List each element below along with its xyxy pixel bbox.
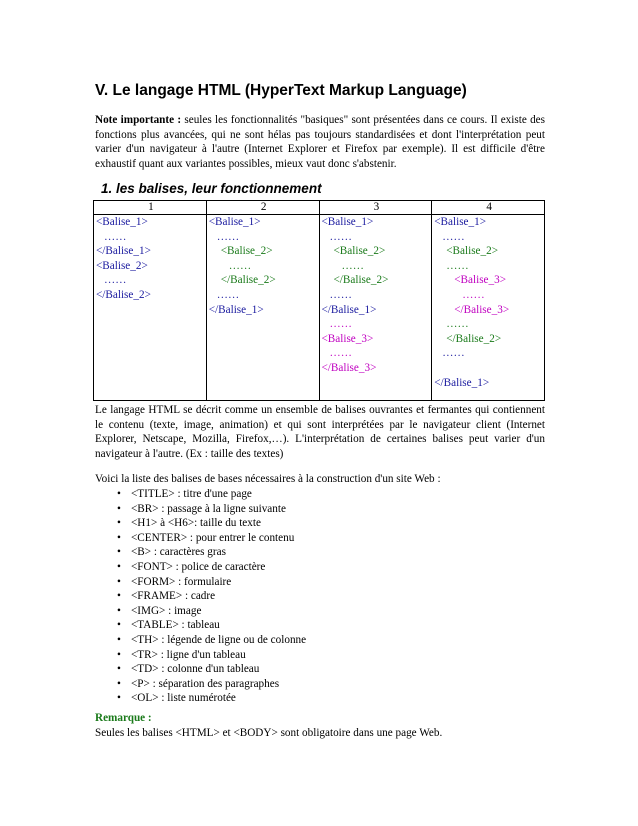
list-item-text: <P> : séparation des paragraphes xyxy=(131,677,280,690)
table-header-cell: 1 xyxy=(94,201,207,215)
tag-line: <Balise_2> xyxy=(96,259,148,272)
list-item-text: <H1> à <H6>: taille du texte xyxy=(131,517,261,530)
example-column-2 xyxy=(206,215,319,401)
tag-line: </Balise_1> xyxy=(434,376,490,389)
tag-line: …… xyxy=(216,230,240,243)
bullet-icon: • xyxy=(117,604,121,617)
tag-line: </Balise_2> xyxy=(446,332,502,345)
list-item-text: <FORM> : formulaire xyxy=(131,575,232,588)
bullet-icon: • xyxy=(117,619,121,632)
list-item-text: <FRAME> : cadre xyxy=(131,590,216,603)
description-paragraph: Le langage HTML se décrit comme un ensemble de balises ouvrantes et fermantes qui contiennent le contenu (texte, image, animation) et qui sont interprétées par le navigateur client (Internet Explorer, Netscape, Mozilla, Firefox,…). L'interprétation de certaines balises peut varier d'un navigateur à l'autre. (Ex : taille des textes) xyxy=(95,404,545,460)
list-intro: Voici la liste des balises de bases nécessaires à la construction d'un site Web : xyxy=(95,473,441,485)
table-header-cell: 2 xyxy=(206,201,319,215)
nesting-example-table xyxy=(93,200,545,401)
tag-line: </Balise_1> xyxy=(96,245,151,258)
tag-line: …… xyxy=(341,259,364,272)
bullet-icon: • xyxy=(117,663,121,676)
bullet-icon: • xyxy=(117,590,121,603)
list-item xyxy=(95,560,306,575)
tag-line: …… xyxy=(446,318,469,331)
bullet-icon: • xyxy=(117,560,121,573)
list-item-text: <OL> : liste numérotée xyxy=(131,692,236,705)
list-item xyxy=(95,487,306,502)
list-item xyxy=(95,575,306,590)
tag-line: …… xyxy=(104,274,127,287)
list-item-text: <BR> : passage à la ligne suivante xyxy=(131,502,286,515)
tag-line: </Balise_1> xyxy=(208,303,264,316)
tag-line: <Balise_3> xyxy=(454,274,507,287)
tag-line: …… xyxy=(104,230,127,243)
tag-line xyxy=(434,361,544,376)
bullet-icon: • xyxy=(117,517,121,530)
tag-line: <Balise_2> xyxy=(220,245,273,258)
tag-line: …… xyxy=(462,288,485,301)
bullet-icon: • xyxy=(117,648,121,661)
tag-line: …… xyxy=(446,259,469,272)
list-item-text: <B> : caractères gras xyxy=(131,546,226,559)
tag-line: …… xyxy=(228,259,252,272)
tag-line: <Balise_1> xyxy=(434,216,487,228)
example-column-4 xyxy=(432,215,545,401)
list-item xyxy=(95,662,306,677)
list-item xyxy=(95,516,306,531)
list-item xyxy=(95,691,306,706)
tag-line: <Balise_3> xyxy=(321,332,374,345)
tag-line: </Balise_1> xyxy=(321,303,377,316)
list-item xyxy=(95,633,306,648)
list-item xyxy=(95,502,306,517)
note-text: seules les fonctionnalités "basiques" sont présentées dans ce cours. Il existe des fonctions plus avancées, qui ne sont hélas pas toujours standardisées et dont l'interprétation peut varier d'un navigateur à l'autre (Internet Explorer et Firefox par exemple). Il est difficile d'être exhaustif quant aux variantes possibles, mieux vaut donc s'abstenir. xyxy=(95,114,546,170)
bullet-icon: • xyxy=(117,677,121,690)
bullet-icon: • xyxy=(117,502,121,515)
tag-line: …… xyxy=(329,347,352,360)
list-item xyxy=(95,648,306,663)
list-item-text: <TITLE> : titre d'une page xyxy=(131,488,252,500)
list-item xyxy=(95,531,306,546)
tag-line: <Balise_2> xyxy=(333,245,386,258)
list-item-text: <TR> : ligne d'un tableau xyxy=(131,648,246,661)
tag-line: </Balise_3> xyxy=(454,303,510,316)
remark-text: Seules les balises <HTML> et <BODY> sont obligatoire dans une page Web. xyxy=(95,727,443,739)
tag-line: …… xyxy=(442,347,465,360)
section-title: 1. les balises, leur fonctionnement xyxy=(101,181,322,196)
tag-line: <Balise_1> xyxy=(321,216,374,228)
tag-line: …… xyxy=(329,230,352,243)
tag-line: </Balise_2> xyxy=(220,274,276,287)
table-header-row xyxy=(94,201,545,215)
bullet-icon: • xyxy=(117,692,121,705)
bullet-icon: • xyxy=(117,575,121,588)
tag-line: <Balise_2> xyxy=(446,245,499,258)
tag-line: …… xyxy=(329,318,352,331)
remark-title: Remarque : xyxy=(95,712,152,724)
list-item xyxy=(95,545,306,560)
tag-line: </Balise_3> xyxy=(321,361,377,374)
list-item xyxy=(95,677,306,692)
tag-line: …… xyxy=(329,288,352,301)
list-item xyxy=(95,618,306,633)
bullet-icon: • xyxy=(117,546,121,559)
tag-list xyxy=(95,487,306,706)
tag-line: </Balise_2> xyxy=(96,288,151,301)
note-label: Note importante : xyxy=(95,114,182,126)
table-header-cell: 4 xyxy=(432,201,545,215)
example-column-1 xyxy=(94,215,207,401)
list-item xyxy=(95,589,306,604)
example-column-3 xyxy=(319,215,432,401)
tag-line: </Balise_2> xyxy=(333,274,389,287)
page-title: V. Le langage HTML (HyperText Markup Language) xyxy=(95,82,467,99)
tag-line: <Balise_1> xyxy=(96,216,148,228)
bullet-icon: • xyxy=(117,633,121,646)
bullet-icon: • xyxy=(117,488,121,500)
list-item xyxy=(95,604,306,619)
table-row xyxy=(94,215,545,401)
list-item-text: <TH> : légende de ligne ou de colonne xyxy=(131,633,307,646)
list-item-text: <TD> : colonne d'un tableau xyxy=(131,663,260,676)
bullet-icon: • xyxy=(117,531,121,544)
table-header-cell: 3 xyxy=(319,201,432,215)
list-item-text: <IMG> : image xyxy=(131,604,202,617)
tag-line: …… xyxy=(216,288,240,301)
tag-line: <Balise_1> xyxy=(208,216,261,228)
note-paragraph xyxy=(95,113,545,171)
list-item-text: <TABLE> : tableau xyxy=(131,619,220,632)
tag-line: …… xyxy=(442,230,465,243)
list-item-text: <FONT> : police de caractère xyxy=(131,560,266,573)
list-item-text: <CENTER> : pour entrer le contenu xyxy=(131,531,295,544)
